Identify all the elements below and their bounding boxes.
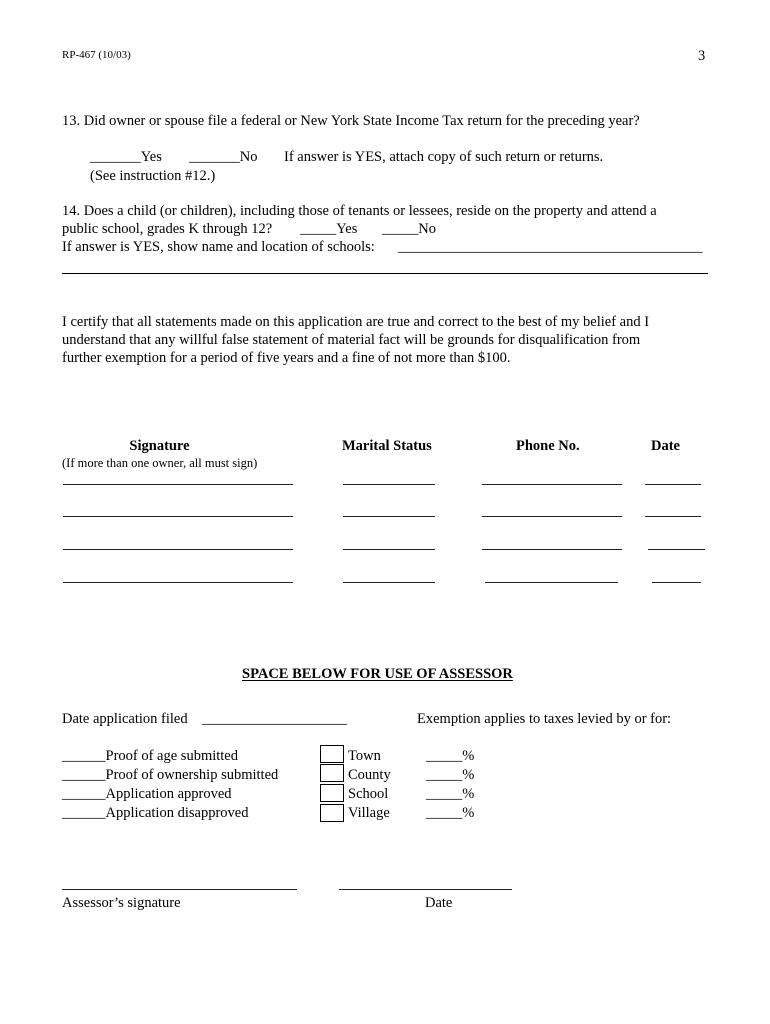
- village-label: Village: [348, 805, 390, 821]
- q14-line2: public school, grades K through 12?: [62, 221, 273, 237]
- assessor-signature-field[interactable]: [62, 889, 297, 890]
- check-blank[interactable]: ______: [62, 748, 106, 764]
- county-checkbox[interactable]: [320, 764, 344, 782]
- marital-status-header: Marital Status: [342, 438, 432, 454]
- school-percent-field[interactable]: _____%: [426, 786, 475, 802]
- q13-attach-note: If answer is YES, attach copy of such return or returns.: [284, 149, 604, 165]
- check-item: [62, 785, 232, 803]
- check-blank[interactable]: ______: [62, 767, 106, 783]
- town-percent-field[interactable]: _____%: [426, 748, 475, 764]
- signature-header: Signature: [129, 438, 190, 454]
- q14-schools-field[interactable]: __________________________________________: [398, 239, 703, 255]
- certification-line2: understand that any willful false statement of material fact will be grounds for disqualification from: [62, 332, 641, 348]
- check-blank[interactable]: ______: [62, 786, 106, 802]
- check-blank[interactable]: ______: [62, 805, 106, 821]
- assessor-signature-label: Assessor’s signature: [62, 895, 181, 911]
- assessor-date-field[interactable]: [339, 889, 512, 890]
- signature-field[interactable]: [63, 549, 293, 550]
- date-header: Date: [651, 438, 680, 454]
- section-divider: [62, 273, 708, 274]
- signature-note: (If more than one owner, all must sign): [62, 456, 258, 470]
- signature-field[interactable]: [63, 582, 293, 583]
- county-percent-field[interactable]: _____%: [426, 767, 475, 783]
- check-label: Proof of ownership submitted: [105, 767, 279, 783]
- check-label: Application approved: [105, 786, 232, 802]
- page-number: 3: [698, 48, 706, 64]
- phone-field[interactable]: [482, 484, 622, 485]
- signature-field[interactable]: [63, 484, 293, 485]
- check-item: [62, 766, 278, 784]
- date-field[interactable]: [652, 582, 701, 583]
- county-label: County: [348, 767, 391, 783]
- date-field[interactable]: [648, 549, 705, 550]
- check-item: [62, 804, 248, 822]
- phone-field[interactable]: [485, 582, 618, 583]
- q14-no-field[interactable]: _____No: [382, 221, 436, 237]
- q13-no-field[interactable]: _______No: [189, 149, 258, 165]
- signature-field[interactable]: [63, 516, 293, 517]
- form-id: RP-467 (10/03): [62, 49, 131, 61]
- village-checkbox[interactable]: [320, 804, 344, 822]
- certification-line3: further exemption for a period of five years and a fine of not more than $100.: [62, 350, 511, 366]
- phone-field[interactable]: [482, 516, 622, 517]
- q13-question: 13. Did owner or spouse file a federal or New York State Income Tax return for the preceding year?: [62, 113, 640, 129]
- exemption-label: Exemption applies to taxes levied by or for:: [417, 711, 672, 727]
- date-field[interactable]: [645, 484, 701, 485]
- q13-yes-field[interactable]: _______Yes: [90, 149, 162, 165]
- check-label: Proof of age submitted: [105, 748, 238, 764]
- q14-yes-field[interactable]: _____Yes: [300, 221, 358, 237]
- marital-status-field[interactable]: [343, 549, 435, 550]
- school-checkbox[interactable]: [320, 784, 344, 802]
- check-label: Application disapproved: [105, 805, 249, 821]
- marital-status-field[interactable]: [343, 484, 435, 485]
- date-field[interactable]: [645, 516, 701, 517]
- date-filed-field[interactable]: ____________________: [202, 711, 347, 727]
- marital-status-field[interactable]: [343, 516, 435, 517]
- town-label: Town: [348, 748, 381, 764]
- school-label: School: [348, 786, 389, 802]
- q14-line3: If answer is YES, show name and location of schools:: [62, 239, 375, 255]
- check-item: [62, 747, 238, 765]
- assessor-heading: SPACE BELOW FOR USE OF ASSESSOR: [242, 666, 513, 682]
- phone-header: Phone No.: [516, 438, 580, 454]
- date-filed-label: Date application filed: [62, 711, 188, 727]
- certification-line1: I certify that all statements made on this application are true and correct to the best of my belief and I: [62, 314, 650, 330]
- q14-line1: 14. Does a child (or children), including those of tenants or lessees, reside on the property and attend a: [62, 203, 657, 219]
- village-percent-field[interactable]: _____%: [426, 805, 475, 821]
- assessor-date-label: Date: [425, 895, 453, 911]
- phone-field[interactable]: [482, 549, 622, 550]
- marital-status-field[interactable]: [343, 582, 435, 583]
- q13-instruction-note: (See instruction #12.): [90, 168, 216, 184]
- town-checkbox[interactable]: [320, 745, 344, 763]
